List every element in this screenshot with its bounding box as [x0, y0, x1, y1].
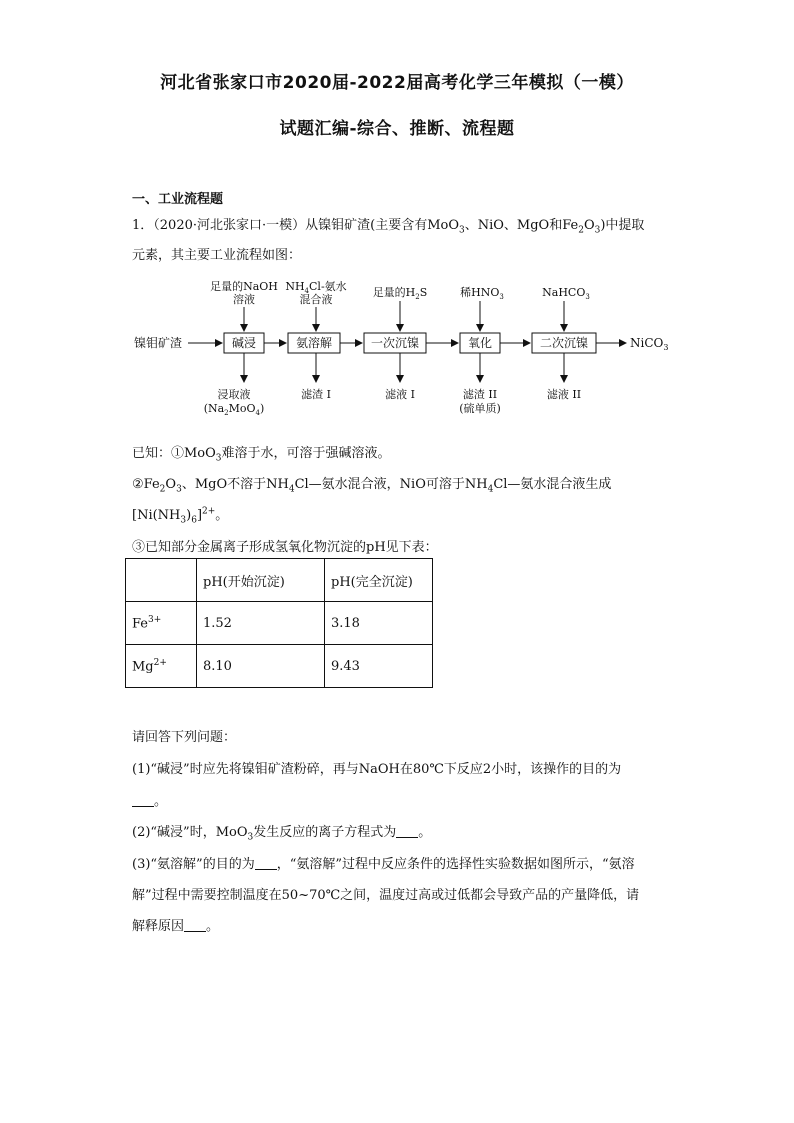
- output-1-line1: 浸取液: [217, 388, 251, 401]
- output-1-line2: $(Na_2MoO_4)$: [203, 402, 265, 417]
- answer-blank: [396, 825, 418, 838]
- answer-blank: [255, 857, 277, 870]
- question-1-line1: (1)“碱浸”时应先将镍钼矿渣粉碎，再与NaOH在80℃下反应2小时，该操作的目的为: [132, 762, 622, 777]
- question-2: (2)“碱浸”时，MoO$_3$发生反应的离子方程式为 。: [132, 825, 432, 843]
- ph-table: [125, 558, 433, 688]
- reagent-2-line1: $NH_4Cl-$氨水: [285, 280, 347, 295]
- table-cell: 9.43: [325, 645, 433, 688]
- table-cell: 3.18: [325, 602, 433, 645]
- question-3-line3: 解释原因 。: [132, 919, 220, 934]
- flow-step-1: 碱浸: [231, 336, 257, 350]
- table-header-cell: [126, 559, 197, 602]
- output-4-line2: (硫单质): [459, 402, 501, 415]
- question-1-line2: 。: [132, 790, 167, 809]
- table-row: [126, 645, 433, 688]
- table-cell-ion: $Fe^{3+}$: [126, 602, 197, 645]
- answer-blank: [132, 794, 154, 807]
- question-intro-line1: 1．（2020·河北张家口·一模）从镍钼矿渣(主要含有MoO$_3$、NiO、MgO和$Fe_2O_3$)中提取: [132, 218, 645, 236]
- table-cell: 1.52: [197, 602, 325, 645]
- output-3-line1: 滤液 I: [385, 388, 415, 401]
- flow-step-3: 一次沉镍: [370, 336, 420, 350]
- answer-blank: [184, 919, 206, 932]
- flow-end-label: NiCO$_3$: [630, 336, 669, 352]
- section-heading: 一、工业流程题: [132, 192, 224, 207]
- table-header-row: [126, 559, 433, 602]
- questions-prompt: 请回答下列问题：: [132, 730, 237, 745]
- known-2-line1: $②Fe_2O_3$、MgO不溶于$NH_4Cl—$氨水混合液，NiO可溶于$NH_4Cl—$氨水混合液生成: [132, 477, 612, 495]
- process-flow-diagram: [130, 278, 690, 428]
- reagent-1-line2: 溶液: [233, 293, 255, 306]
- flow-step-2: 氨溶解: [295, 336, 333, 350]
- reagent-2-line2: 混合液: [299, 293, 333, 306]
- known-2-line2: $[Ni(NH_3)_6]^{2+}$。: [132, 506, 229, 526]
- table-header-cell: pH(开始沉淀): [197, 559, 325, 602]
- table-row: [126, 602, 433, 645]
- document-subtitle: 试题汇编-综合、推断、流程题: [279, 119, 515, 139]
- output-5-line1: 滤液 II: [546, 388, 582, 401]
- reagent-1-line1: 足量的NaOH: [210, 280, 278, 293]
- document-title: 河北省张家口市2020届-2022届高考化学三年模拟（一模）: [160, 73, 634, 93]
- table-cell-ion: $Mg^{2+}$: [126, 645, 197, 688]
- flow-step-5: 二次沉镍: [539, 336, 589, 350]
- reagent-4-line1: 稀$HNO_3$: [460, 286, 504, 301]
- known-1: 已知：①MoO$_3$难溶于水，可溶于强碱溶液。: [132, 446, 391, 464]
- known-3: ③已知部分金属离子形成氢氧化物沉淀的pH见下表：: [132, 540, 438, 555]
- output-2-line1: 滤渣 I: [301, 388, 331, 401]
- table-header-cell: pH(完全沉淀): [325, 559, 433, 602]
- reagent-5-line1: NaHCO$_3$: [542, 286, 590, 301]
- question-intro-line2: 元素，其主要工业流程如图：: [132, 248, 302, 263]
- table-cell: 8.10: [197, 645, 325, 688]
- flow-start-label: 镍钼矿渣: [134, 336, 183, 350]
- question-3-line1: (3)“氨溶解”的目的为 ，“氨溶解”过程中反应条件的选择性实验数据如图所示，“氨溶: [132, 857, 635, 872]
- output-4-line1: 滤渣 II: [462, 388, 498, 401]
- question-3-line2: 解”过程中需要控制温度在50~70℃之间，温度过高或过低都会导致产品的产量降低，请: [132, 888, 640, 903]
- flow-step-4: 氧化: [467, 336, 493, 350]
- reagent-3-line1: 足量的$H_2S$: [372, 286, 428, 301]
